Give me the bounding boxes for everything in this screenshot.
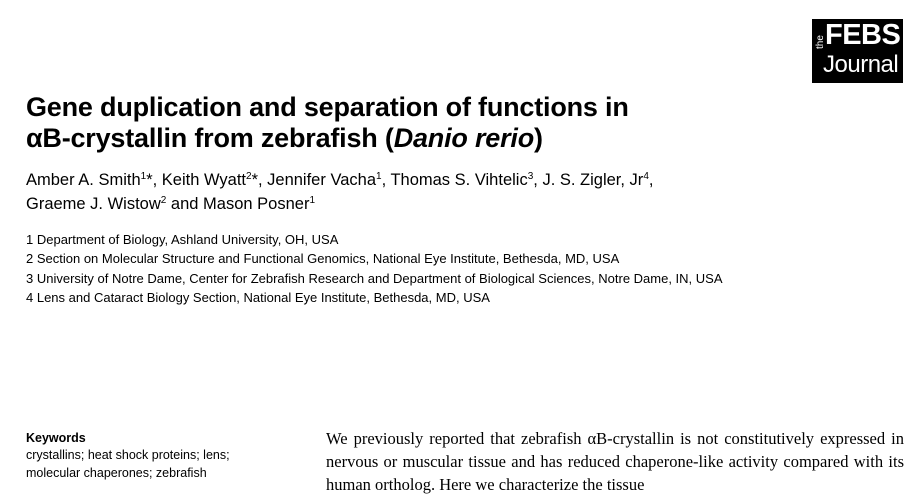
affiliation-item: 4 Lens and Cataract Biology Section, National Eye Institute, Bethesda, MD, USA [26, 289, 490, 305]
title-species: Danio rerio [393, 123, 535, 153]
author [26, 171, 162, 189]
logo-the-text: the [815, 35, 826, 49]
author-separator: , [648, 171, 654, 189]
title-close-paren: ) [534, 123, 543, 153]
author-name: Jennifer Vacha [267, 171, 377, 189]
author-name: Thomas S. Vihtelic [390, 171, 528, 189]
author-name: Amber A. Smith [26, 171, 141, 189]
author [203, 195, 315, 213]
author-mark: * [251, 171, 258, 189]
author-affiliation-ref: 2 [246, 171, 252, 182]
author-name: Mason Posner [203, 195, 310, 213]
keywords-line-2: molecular chaperones; zebrafish [26, 465, 207, 480]
article-title [26, 92, 796, 154]
author-affiliation-ref: 3 [527, 171, 534, 182]
author [267, 171, 390, 189]
author-name: Keith Wyatt [161, 171, 246, 189]
author [390, 171, 542, 189]
author-separator: , [381, 171, 391, 189]
journal-logo [812, 19, 903, 83]
logo-febs-text: FEBS [825, 19, 901, 51]
author-separator: , [152, 171, 162, 189]
author [542, 171, 653, 189]
affiliation-list [26, 230, 886, 307]
author-affiliation-ref: 2 [160, 195, 167, 206]
author-list [26, 168, 826, 216]
author-affiliation-ref: 4 [643, 171, 649, 182]
author-separator: and [166, 195, 204, 213]
logo-journal-text: Journal [823, 51, 899, 78]
author-name: Graeme J. Wistow [26, 195, 161, 213]
keywords-text [26, 447, 296, 482]
abstract-text [326, 427, 904, 496]
affiliation-item: 2 Section on Molecular Structure and Functional Genomics, National Eye Institute, Bethesda, MD, USA [26, 251, 620, 267]
author [26, 195, 203, 213]
title-line-1: Gene duplication and separation of functions in [26, 92, 629, 122]
author-affiliation-ref: 1 [309, 195, 315, 206]
author-name: J. S. Zigler, Jr [542, 171, 644, 189]
affiliation-item: 1 Department of Biology, Ashland University, OH, USA [26, 232, 339, 247]
author-affiliation-ref: 1 [140, 171, 147, 182]
abstract-line-1: We previously reported that zebrafish αB-crystallin is not constitutively [326, 429, 815, 448]
author-separator: , [257, 171, 268, 189]
author-separator: , [533, 171, 543, 189]
affiliation-item: 3 University of Notre Dame, Center for Zebrafish Research and Department of Biological Sciences, Notre Dame, IN, USA [26, 270, 723, 286]
author-affiliation-ref: 1 [376, 171, 382, 182]
title-line-2: αB-crystallin from zebrafish ( [26, 123, 394, 153]
abstract-line-2: expressed in nervous or muscular tissue and has reduced chaperone-like [326, 429, 904, 471]
abstract-line-3: activity compared with its human ortholog. Here we characterize the tissue [326, 452, 904, 494]
keywords-heading: Keywords [26, 431, 86, 445]
author-mark: * [146, 171, 153, 189]
keywords-line-1: crystallins; heat shock proteins; lens; [26, 448, 230, 462]
author [162, 171, 267, 189]
keywords-section [26, 430, 296, 482]
